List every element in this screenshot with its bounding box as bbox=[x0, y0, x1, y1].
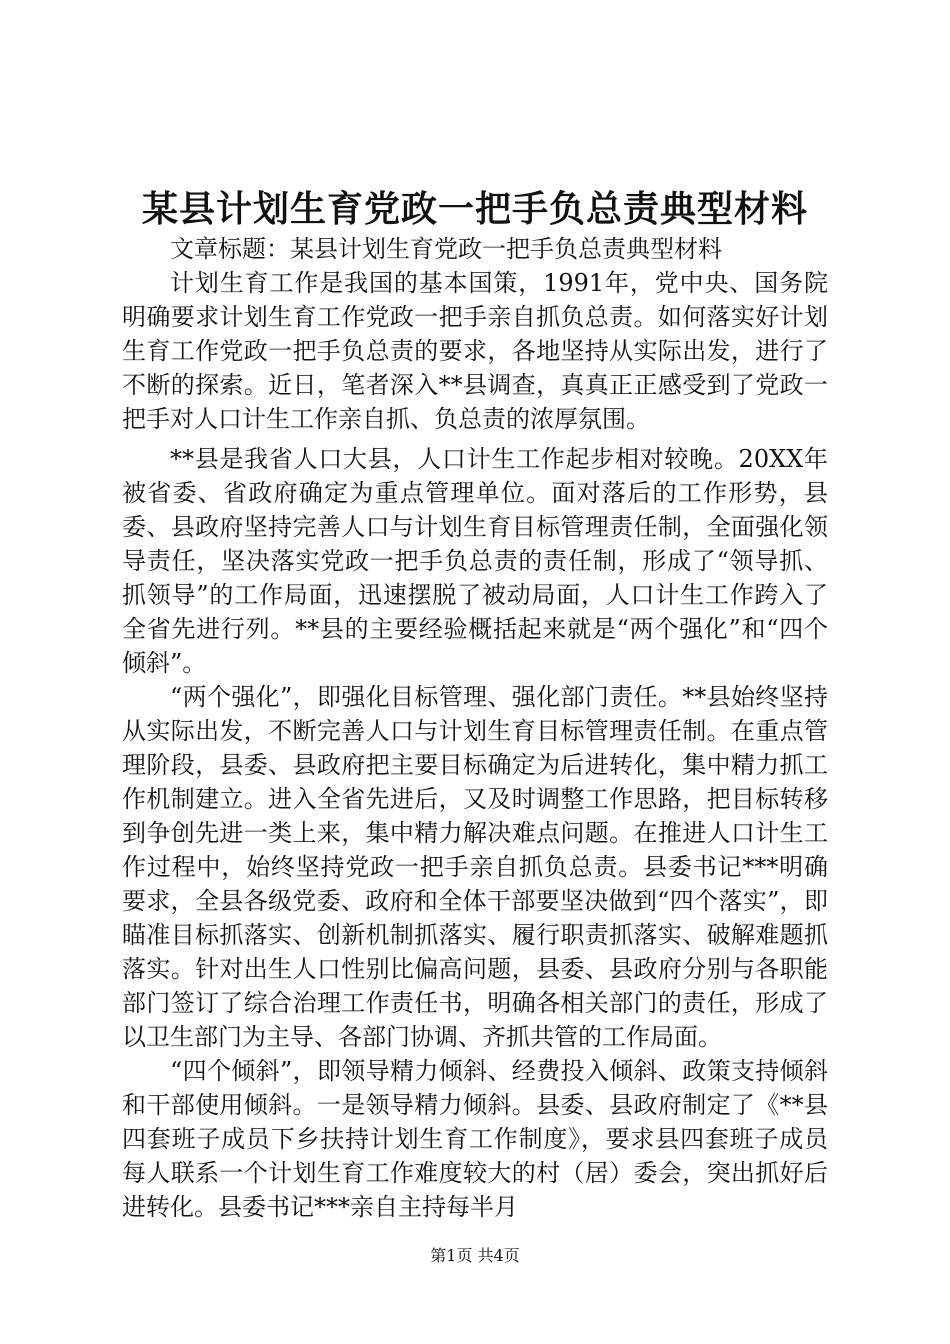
paragraph-four-inclinations: “四个倾斜”，即领导精力倾斜、经费投入倾斜、政策支持倾斜和干部使用倾斜。一是领导精力倾斜。县委、县政府制定了《**县四套班子成员下乡扶持计划生育工作制度》，要求县四套班子成员每人联系一个计划生育工作难度较大的村（居）委会，突出抓好后进转化。县委书记***亲自主持每半月 bbox=[122, 1057, 828, 1221]
page-number: 第1页 共4页 bbox=[430, 1246, 520, 1265]
article-title-line: 文章标题：某县计划生育党政一把手负总责典型材料 bbox=[170, 235, 722, 263]
paragraph-intro: 计划生育工作是我国的基本国策，1991年，党中央、国务院明确要求计划生育工作党政一把手亲自抓负总责。如何落实好计划生育工作党政一把手负总责的要求，各地坚持从实际出发，进行了不断的探索。近日，笔者深入**县调查，真真正正感受到了党政一把手对人口计生工作亲自抓、负总责的浓厚氛围。 bbox=[122, 269, 828, 433]
document-body bbox=[122, 232, 828, 1224]
paragraph-county-overview: **县是我省人口大县，人口计生工作起步相对较晚。20XX年被省委、省政府确定为重点管理单位。面对落后的工作形势，县委、县政府坚持完善人口与计划生育目标管理责任制，全面强化领导责任，坚决落实党政一把手负总责的责任制，形成了“领导抓、抓领导”的工作局面，迅速摆脱了被动局面，人口计生工作跨入了全省先进行列。**县的主要经验概括起来就是“两个强化”和“四个倾斜”。 bbox=[122, 445, 828, 677]
paragraph-two-strengthenings: “两个强化”，即强化目标管理、强化部门责任。**县始终坚持从实际出发，不断完善人口与计划生育目标管理责任制。在重点管理阶段，县委、县政府把主要目标确定为后进转化，集中精力抓工作机制建立。进入全省先进后，又及时调整工作思路，把目标转移到争创先进一类上来，集中精力解决难点问题。在推进人口计生工作过程中，始终坚持党政一把手亲自抓负总责。县委书记***明确要求，全县各级党委、政府和全体干部要坚决做到“四个落实”，即瞄准目标抓落实、创新机制抓落实、履行职责抓落实、破解难题抓落实。针对出生人口性别比偏高问题，县委、县政府分别与各职能部门签订了综合治理工作责任书，明确各相关部门的责任，形成了以卫生部门为主导、各部门协调、齐抓共管的工作局面。 bbox=[122, 683, 828, 1051]
document-title: 某县计划生育党政一把手负总责典型材料 bbox=[141, 189, 808, 230]
